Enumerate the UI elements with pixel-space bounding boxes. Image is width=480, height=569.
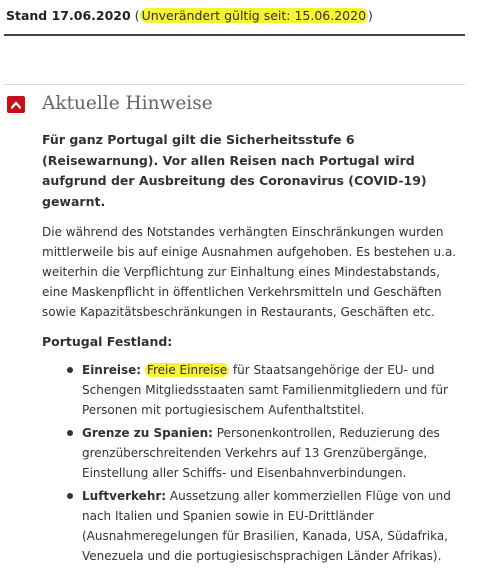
- item-label: Einreise:: [82, 363, 142, 377]
- section-divider: [4, 84, 465, 85]
- bullet-icon: [67, 430, 73, 436]
- restrictions-paragraph: Die während des Notstandes verhängten Einschränkungen wurden mittlerweile bis auf einige Ausnahmen aufgehoben. Es bestehen u.a. weiterhin die Verpflichtung zur Einhaltung eines Mindestabstands, eine Maskenpflicht in öffentlichen Verkehrsmitteln und Geschäften sowie Kapazitätsbeschränkungen in Restaurants, Geschäften etc.: [42, 225, 457, 319]
- list-item-einreise: [82, 360, 467, 420]
- chevron-up-icon: [11, 101, 21, 109]
- item-label: Luftverkehr:: [82, 489, 167, 503]
- unchanged-since-highlight: Unverändert gültig seit: 15.06.2020: [141, 8, 367, 23]
- warning-lead: Für ganz Portugal gilt die Sicherheitsstufe 6 (Reisewarnung). Vor allen Reisen nach Portugal wird aufgrund der Ausbreitung des Coronavirus (COVID-19) gewarnt.: [42, 132, 427, 209]
- paren-close: ): [368, 8, 373, 23]
- item-text: für Staatsangehörige der EU- und Schengen Mitgliedsstaaten samt Familienmitgliedern und für Personen mit portugiesischem Aufenthaltstitel.: [82, 363, 448, 417]
- collapse-toggle-button[interactable]: [7, 96, 25, 113]
- top-divider: [4, 34, 465, 36]
- stand-date: Stand 17.06.2020: [6, 8, 131, 23]
- mainland-list: [42, 360, 467, 566]
- list-item-luftverkehr: [82, 486, 467, 566]
- bullet-icon: [67, 367, 73, 373]
- section-title[interactable]: Aktuelle Hinweise: [42, 93, 213, 114]
- list-item-grenze: [82, 423, 467, 483]
- item-text: Personenkontrollen, Reduzierung des grenzüberschreitenden Verkehrs auf 13 Grenzübergänge, Einstellung aller Schiffs- und Eisenbahnverbindungen.: [82, 426, 440, 480]
- bullet-icon: [67, 493, 73, 499]
- paren-open: (: [130, 8, 140, 23]
- free-entry-highlight: Freie Einreise: [146, 363, 228, 377]
- item-text: Aussetzung aller kommerziellen Flüge von und nach Italien und Spanien sowie in EU-Drittländer (Ausnahmeregelungen für Brasilien, Kanada, USA, Südafrika, Venezuela und die portugiesischsprachigen Länder Afrikas).: [82, 489, 451, 563]
- status-line: [6, 6, 373, 26]
- mainland-heading: Portugal Festland:: [42, 334, 173, 349]
- section-content: [42, 130, 467, 569]
- item-label: Grenze zu Spanien:: [82, 426, 213, 440]
